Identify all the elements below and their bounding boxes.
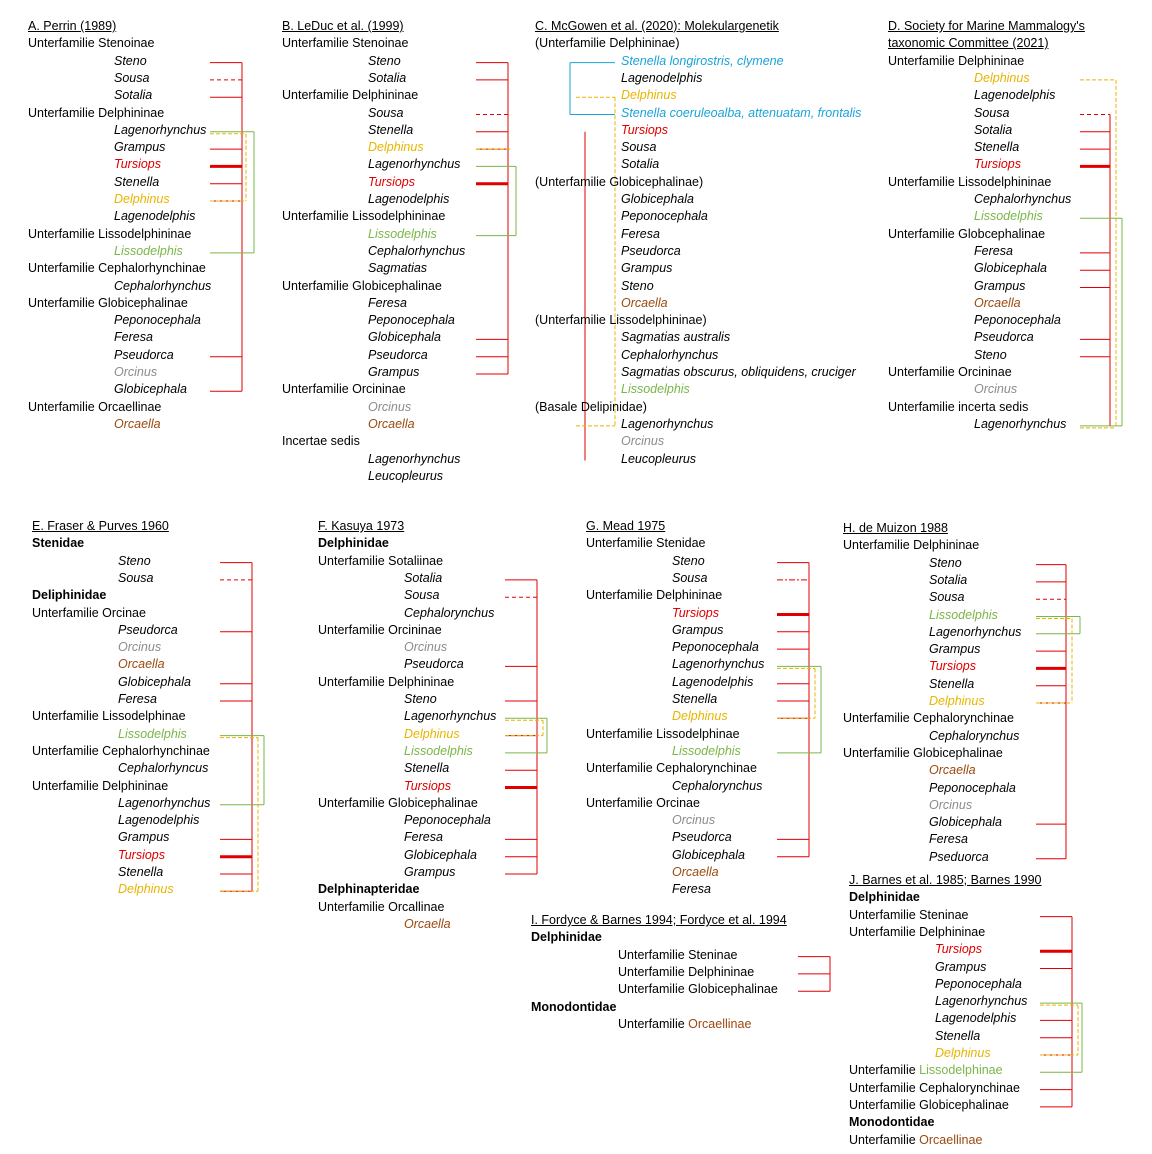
group-heading-unterfamilie-orcinae: Unterfamilie Orcinae xyxy=(32,605,146,620)
taxon-orcinus: Orcinus xyxy=(404,640,448,655)
group-heading-unterfamilie-cephalorhynchinae: Unterfamilie Cephalorhynchinae xyxy=(28,261,206,276)
taxon-sagmatias-obscurus-obliquidens-cruciger: Sagmatias obscurus, obliquidens, cruciger xyxy=(621,365,856,379)
taxon-delphinus: Delphinus xyxy=(621,88,677,103)
group-heading-unterfamilie-lissodelphinae: Unterfamilie Lissodelphinae xyxy=(586,726,740,741)
taxon-peponocephala: Peponocephala xyxy=(621,209,708,224)
group-heading-unterfamilie-globcephalinae: Unterfamilie Globcephalinae xyxy=(888,226,1046,241)
taxon-lagenodelphis: Lagenodelphis xyxy=(935,1011,1017,1026)
taxon-grampus: Grampus xyxy=(935,959,987,974)
taxon-lagenorhynchus: Lagenorhynchus xyxy=(404,709,497,724)
taxon-leucopleurus: Leucopleurus xyxy=(368,468,444,483)
taxon-globicephala: Globicephala xyxy=(368,330,441,345)
taxon-delphinus: Delphinus xyxy=(929,694,985,708)
taxon-stenella: Stenella xyxy=(935,1028,981,1043)
taxon-grampus: Grampus xyxy=(404,865,456,879)
label-suffix: Orcaellinae xyxy=(919,1132,983,1147)
taxon-delphinus: Delphinus xyxy=(118,882,174,897)
taxon-orcaella: Orcaella xyxy=(929,763,976,778)
taxon-pseudorca: Pseudorca xyxy=(114,347,174,362)
taxon-delphinus: Delphinus xyxy=(368,140,424,155)
group-heading-unterfamilie-incerta-sedis: Unterfamilie incerta sedis xyxy=(888,399,1029,414)
taxon-lissodelphis: Lissodelphis xyxy=(368,226,437,241)
taxon-tursiops: Tursiops xyxy=(621,122,669,137)
group-heading-delphinidae: Delphinidae xyxy=(849,890,920,905)
taxon-tursiops: Tursiops xyxy=(118,847,166,862)
taxon-lissodelphis: Lissodelphis xyxy=(621,382,690,397)
taxon-lagenorhynchus: Lagenorhynchus xyxy=(118,795,211,810)
label-prefix: Unterfamilie xyxy=(618,1016,689,1031)
taxon-unterfamilie-globicephalinae: Unterfamilie Globicephalinae xyxy=(618,982,778,997)
taxon-sotalia: Sotalia xyxy=(404,570,443,585)
taxon-lagenodelphis: Lagenodelphis xyxy=(974,88,1056,103)
taxon-orcaella: Orcaella xyxy=(974,295,1021,310)
panel-title: C. McGowen et al. (2020): Molekulargenetik xyxy=(535,19,779,33)
taxon-stenella: Stenella xyxy=(368,122,414,137)
taxon-tursiops: Tursiops xyxy=(114,157,162,172)
group-heading-unterfamilie-delphininae: Unterfamilie Delphininae xyxy=(28,105,165,120)
taxon-sagmatias: Sagmatias xyxy=(368,261,428,276)
taxon-pseduorca: Pseduorca xyxy=(929,849,989,864)
taxon-pseudorca: Pseudorca xyxy=(118,622,178,637)
taxon-lissodelphis: Lissodelphis xyxy=(404,743,473,758)
taxon-lagenorhynchus: Lagenorhynchus xyxy=(672,657,765,672)
taxon-unterfamilie-orcaellinae xyxy=(618,1017,751,1032)
taxon-stenella: Stenella xyxy=(118,865,164,879)
group-heading-unterfamilie-delphininae: Unterfamilie Delphininae xyxy=(586,588,723,603)
group-heading-unterfamilie-stenoinae: Unterfamilie Stenoinae xyxy=(28,36,155,51)
taxon-sotalia: Sotalia xyxy=(114,88,153,103)
group-heading-unterfamilie-cephalorynchinae: Unterfamilie Cephalorynchinae xyxy=(849,1080,1020,1095)
taxon-sotalia: Sotalia xyxy=(929,572,968,587)
taxon-lagenorhynchus: Lagenorhynchus xyxy=(929,624,1022,639)
taxon-peponocephala: Peponocephala xyxy=(368,313,455,328)
taxon-stenella: Stenella xyxy=(974,140,1020,155)
taxon-lagenorhynchus: Lagenorhynchus xyxy=(114,122,207,137)
group-heading-unterfamilie-orcininae: Unterfamilie Orcininae xyxy=(282,382,406,397)
panel-title: A. Perrin (1989) xyxy=(28,19,117,33)
taxon-globicephala: Globicephala xyxy=(404,847,477,862)
taxon-grampus: Grampus xyxy=(368,365,420,379)
taxon-lagenodelphis: Lagenodelphis xyxy=(114,209,196,224)
taxon-steno: Steno xyxy=(404,692,437,706)
group-heading-unterfamilie-lissodelphininae: Unterfamilie Lissodelphininae xyxy=(888,174,1052,189)
group-heading-monodontidae: Monodontidae xyxy=(849,1115,935,1130)
group-heading-unterfamilie-sotaliinae: Unterfamilie Sotaliinae xyxy=(318,553,444,568)
group-heading-unterfamilie-globicephalinae: Unterfamilie Globicephalinae xyxy=(849,1097,1009,1112)
group-heading-unterfamilie-cephalorhynchinae: Unterfamilie Cephalorhynchinae xyxy=(32,743,210,758)
label-suffix: Orcaellinae xyxy=(688,1016,752,1031)
taxon-delphinus: Delphinus xyxy=(114,192,170,206)
taxon-sagmatias-australis: Sagmatias australis xyxy=(621,330,731,345)
taxon-globicephala: Globicephala xyxy=(118,674,191,689)
taxon-sotalia: Sotalia xyxy=(621,157,660,172)
group-heading-unterfamilie-delphininae: Unterfamilie Delphininae xyxy=(318,674,455,689)
taxon-peponocephala: Peponocephala xyxy=(114,313,201,328)
group-heading-delphinapteridae: Delphinapteridae xyxy=(318,882,420,897)
taxon-cephalorhynchus: Cephalorhynchus xyxy=(114,278,212,293)
taxon-tursiops: Tursiops xyxy=(974,157,1022,172)
taxon-feresa: Feresa xyxy=(621,226,660,241)
group-heading-unterfamilie-lissodelphininae: Unterfamilie Lissodelphininae xyxy=(28,226,192,241)
group-heading-unterfamilie-delphininae: Unterfamilie Delphininae xyxy=(849,924,986,939)
group-heading-basale-delipinidae: (Basale Delipinidae) xyxy=(535,399,647,414)
label-prefix: Unterfamilie xyxy=(849,1063,920,1078)
taxon-orcinus: Orcinus xyxy=(929,797,973,812)
taxon-sousa: Sousa xyxy=(929,590,965,605)
taxon-stenella: Stenella xyxy=(404,761,450,776)
taxon-delphinus: Delphinus xyxy=(974,70,1030,85)
taxon-lissodelphis: Lissodelphis xyxy=(974,209,1043,224)
group-heading-delphinidae: Delphinidae xyxy=(318,536,389,551)
taxon-lagenodelphis: Lagenodelphis xyxy=(621,70,703,85)
taxon-stenella: Stenella xyxy=(114,174,160,189)
taxon-lagenodelphis: Lagenodelphis xyxy=(672,674,754,689)
taxon-feresa: Feresa xyxy=(118,692,157,706)
taxon-peponocephala: Peponocephala xyxy=(404,813,491,828)
label-suffix: Lissodelphinae xyxy=(919,1063,1003,1078)
taxon-sotalia: Sotalia xyxy=(368,70,407,85)
group-heading-unterfamilie-stenoinae: Unterfamilie Stenoinae xyxy=(282,36,409,51)
group-heading-unterfamilie-lissodelphinae xyxy=(849,1063,1003,1078)
group-heading-unterfamilie-globicephalinae: Unterfamilie Globicephalinae xyxy=(843,745,1003,760)
taxon-sousa: Sousa xyxy=(672,570,708,585)
taxon-feresa: Feresa xyxy=(368,295,407,310)
group-heading-unterfamilie-orcinae: Unterfamilie Orcinae xyxy=(586,795,700,810)
group-heading-unterfamilie-delphininae: Unterfamilie Delphininae xyxy=(843,538,980,553)
taxon-orcinus: Orcinus xyxy=(672,813,716,828)
taxon-lagenorhynchus: Lagenorhynchus xyxy=(621,416,714,431)
group-heading-monodontidae: Monodontidae xyxy=(531,999,617,1014)
taxon-grampus: Grampus xyxy=(114,140,166,155)
taxon-leucopleurus: Leucopleurus xyxy=(621,451,697,466)
taxon-delphinus: Delphinus xyxy=(935,1046,991,1060)
taxon-orcinus: Orcinus xyxy=(621,434,665,449)
taxon-steno: Steno xyxy=(621,278,654,293)
panel-title: I. Fordyce & Barnes 1994; Fordyce et al. 1994 xyxy=(531,913,787,927)
taxon-orcaella: Orcaella xyxy=(368,416,415,431)
taxon-pseudorca: Pseudorca xyxy=(672,830,732,845)
taxon-stenella-longirostris-clymene: Stenella longirostris, clymene xyxy=(621,53,784,68)
panel-title: E. Fraser & Purves 1960 xyxy=(32,519,169,533)
panel-title: D. Society for Marine Mammalogy's xyxy=(888,19,1085,33)
panel-title-line2: taxonomic Committee (2021) xyxy=(888,36,1049,51)
taxon-sousa: Sousa xyxy=(368,105,404,120)
taxon-peponocephala: Peponocephala xyxy=(672,640,759,655)
panel-title: F. Kasuya 1973 xyxy=(318,519,405,533)
taxon-cephalorhyncus: Cephalorhyncus xyxy=(118,761,209,776)
taxon-feresa: Feresa xyxy=(672,882,711,897)
taxon-lissodelphis: Lissodelphis xyxy=(114,243,183,258)
group-heading-unterfamilie-lissodelphininae: (Unterfamilie Lissodelphininae) xyxy=(535,313,707,328)
taxon-grampus: Grampus xyxy=(929,642,981,657)
taxon-steno: Steno xyxy=(672,553,705,568)
taxon-peponocephala: Peponocephala xyxy=(935,976,1022,991)
panel-title: J. Barnes et al. 1985; Barnes 1990 xyxy=(849,873,1042,887)
label-prefix: Unterfamilie xyxy=(849,1132,920,1147)
taxon-lagenorhynchus: Lagenorhynchus xyxy=(368,157,461,172)
taxon-steno: Steno xyxy=(118,553,151,568)
group-heading-unterfamilie-orcallinae: Unterfamilie Orcallinae xyxy=(318,899,445,914)
taxon-pseudorca: Pseudorca xyxy=(621,243,681,258)
taxon-delphinus: Delphinus xyxy=(404,726,460,741)
taxon-peponocephala: Peponocephala xyxy=(929,780,1016,795)
taxon-globicephala: Globicephala xyxy=(974,261,1047,276)
group-heading-unterfamilie-delphininae: Unterfamilie Delphininae xyxy=(282,88,419,103)
group-heading-unterfamilie-delphininae: Unterfamilie Delphininae xyxy=(888,53,1025,68)
taxon-lagenorhynchus: Lagenorhynchus xyxy=(935,994,1028,1009)
taxon-steno: Steno xyxy=(974,347,1007,362)
taxon-unterfamilie-steninae: Unterfamilie Steninae xyxy=(618,947,738,962)
taxon-orcaella: Orcaella xyxy=(621,295,668,310)
taxon-grampus: Grampus xyxy=(621,261,673,276)
group-heading-unterfamilie-cephalorynchinae: Unterfamilie Cephalorynchinae xyxy=(586,761,757,776)
taxon-cephalorynchus: Cephalorynchus xyxy=(404,605,495,620)
taxon-globicephala: Globicephala xyxy=(114,382,187,397)
taxon-orcinus: Orcinus xyxy=(114,365,158,379)
taxon-cephalorhynchus: Cephalorhynchus xyxy=(368,243,466,258)
taxon-tursiops: Tursiops xyxy=(368,174,416,189)
taxon-steno: Steno xyxy=(114,53,147,68)
group-heading-unterfamilie-globicephalinae: Unterfamilie Globicephalinae xyxy=(28,295,188,310)
taxon-sousa: Sousa xyxy=(404,588,440,603)
taxon-lissodelphis: Lissodelphis xyxy=(672,743,741,758)
taxon-delphinus: Delphinus xyxy=(672,709,728,724)
taxon-orcaella: Orcaella xyxy=(118,657,165,672)
taxon-sotalia: Sotalia xyxy=(974,122,1013,137)
group-heading-unterfamilie-globicephalinae: Unterfamilie Globicephalinae xyxy=(318,795,478,810)
group-heading-unterfamilie-globicephalinae: Unterfamilie Globicephalinae xyxy=(282,278,442,293)
taxon-tursiops: Tursiops xyxy=(672,605,720,620)
taxon-tursiops: Tursiops xyxy=(929,659,977,674)
panel-title: G. Mead 1975 xyxy=(586,519,666,533)
taxon-feresa: Feresa xyxy=(974,243,1013,258)
group-heading-stenidae: Stenidae xyxy=(32,536,85,551)
taxon-steno: Steno xyxy=(368,53,401,68)
taxon-cephalorynchus: Cephalorynchus xyxy=(929,728,1020,743)
panel-title: H. de Muizon 1988 xyxy=(843,521,948,535)
taxon-lagenorhynchus: Lagenorhynchus xyxy=(368,451,461,466)
group-heading-unterfamilie-steninae: Unterfamilie Steninae xyxy=(849,907,969,922)
group-heading-unterfamilie-orcininae: Unterfamilie Orcininae xyxy=(888,365,1012,379)
group-heading-deliphinidae: Deliphinidae xyxy=(32,588,107,603)
taxon-lissodelphis: Lissodelphis xyxy=(118,726,187,741)
taxon-tursiops: Tursiops xyxy=(935,942,983,957)
taxon-steno: Steno xyxy=(929,555,962,570)
taxon-lagenorhynchus: Lagenorhynchus xyxy=(974,416,1067,431)
taxon-orcaella: Orcaella xyxy=(114,416,161,431)
taxon-stenella: Stenella xyxy=(672,692,718,706)
taxon-feresa: Feresa xyxy=(404,830,443,845)
taxon-orcinus: Orcinus xyxy=(974,382,1018,397)
taxon-globicephala: Globicephala xyxy=(621,192,694,206)
group-heading-unterfamilie-orcaellinae xyxy=(849,1133,982,1148)
group-heading-incertae-sedis: Incertae sedis xyxy=(282,434,360,449)
group-heading-unterfamilie-delphininae: Unterfamilie Delphininae xyxy=(32,778,169,793)
taxon-stenella: Stenella xyxy=(929,676,975,691)
taxon-lagenodelphis: Lagenodelphis xyxy=(368,192,450,206)
group-heading-unterfamilie-orcininae: Unterfamilie Orcininae xyxy=(318,622,442,637)
group-heading-unterfamilie-stenidae: Unterfamilie Stenidae xyxy=(586,536,706,551)
taxon-globicephala: Globicephala xyxy=(672,847,745,862)
taxon-lagenodelphis: Lagenodelphis xyxy=(118,813,200,828)
taxon-pseudorca: Pseudorca xyxy=(974,330,1034,345)
taxon-orcaella: Orcaella xyxy=(404,916,451,931)
group-heading-unterfamilie-lissodelphinae: Unterfamilie Lissodelphinae xyxy=(32,709,186,724)
taxon-grampus: Grampus xyxy=(118,830,170,845)
group-heading-delphinidae: Delphinidae xyxy=(531,930,602,945)
taxon-grampus: Grampus xyxy=(974,278,1026,293)
taxon-stenella-coeruleoalba-attenuatam-frontalis: Stenella coeruleoalba, attenuatam, frontalis xyxy=(621,105,862,120)
taxon-sousa: Sousa xyxy=(114,70,150,85)
group-heading-unterfamilie-globicephalinae: (Unterfamilie Globicephalinae) xyxy=(535,174,704,189)
taxon-peponocephala: Peponocephala xyxy=(974,313,1061,328)
panel-title: B. LeDuc et al. (1999) xyxy=(282,19,404,33)
taxon-sousa: Sousa xyxy=(621,140,657,155)
taxon-cephalorhynchus: Cephalorhynchus xyxy=(974,192,1072,206)
taxon-feresa: Feresa xyxy=(929,832,968,847)
taxon-pseudorca: Pseudorca xyxy=(404,657,464,672)
group-heading-unterfamilie-cephalorynchinae: Unterfamilie Cephalorynchinae xyxy=(843,711,1014,726)
taxon-orcinus: Orcinus xyxy=(368,399,412,414)
taxon-sousa: Sousa xyxy=(974,105,1010,120)
group-heading-unterfamilie-orcaellinae: Unterfamilie Orcaellinae xyxy=(28,399,162,414)
taxon-grampus: Grampus xyxy=(672,622,724,637)
taxon-cephalorhynchus: Cephalorhynchus xyxy=(621,347,719,362)
taxon-feresa: Feresa xyxy=(114,330,153,345)
taxon-globicephala: Globicephala xyxy=(929,815,1002,830)
taxon-lissodelphis: Lissodelphis xyxy=(929,607,998,622)
taxon-orcaella: Orcaella xyxy=(672,865,719,879)
group-heading-unterfamilie-lissodelphininae: Unterfamilie Lissodelphininae xyxy=(282,209,446,224)
group-heading-unterfamilie-delphininae: (Unterfamilie Delphininae) xyxy=(535,36,680,51)
taxon-unterfamilie-delphininae: Unterfamilie Delphininae xyxy=(618,964,755,979)
taxon-cephalorynchus: Cephalorynchus xyxy=(672,778,763,793)
taxon-tursiops: Tursiops xyxy=(404,778,452,793)
taxon-orcinus: Orcinus xyxy=(118,640,162,655)
taxon-sousa: Sousa xyxy=(118,570,154,585)
taxon-pseudorca: Pseudorca xyxy=(368,347,428,362)
